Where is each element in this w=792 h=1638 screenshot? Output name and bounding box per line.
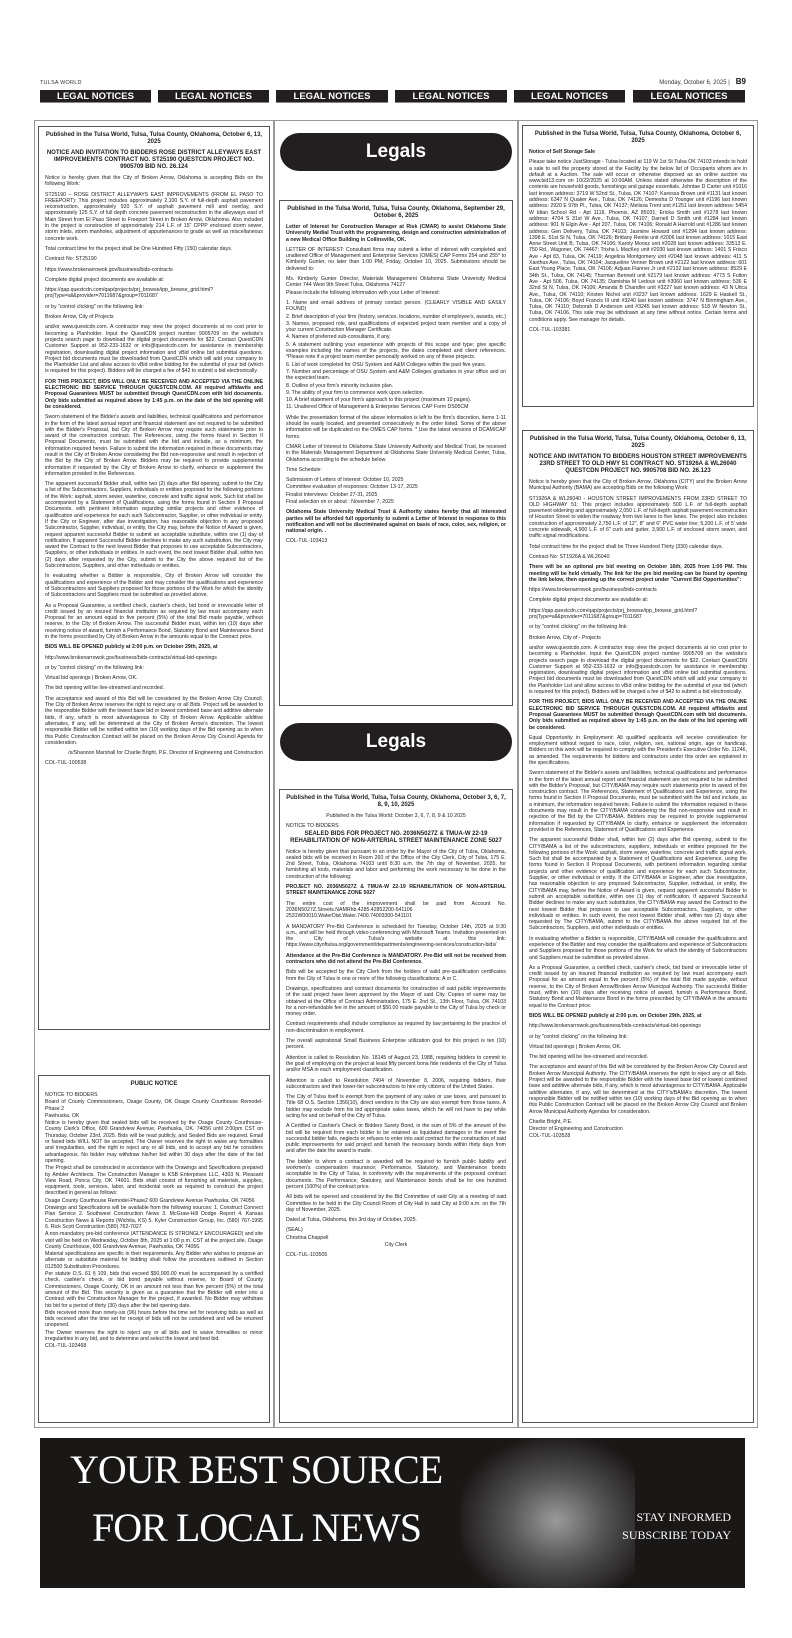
- notice-heading: Published in the Tulsa World, Tulsa, Tulsa County, Oklahoma, October 6, 13, 2025: [529, 436, 747, 449]
- notice-paragraph: As a Proposal Guarantee, a certified check, cashier's check, bid bond or irrevocable letter of credit issued by an insured financial institution as required by law must accompany each Proposal for an amount equal to five percent (5%) of the total Bid made payable, without reserve, to the City of Broken Arrow. The successful Bidder must, within ten (10) days after receiving notice of award, furnish a Performance Bond, Statutory Bond and Maintenance Bond in the forms prescribed by City of Broken Arrow in the amounts equal to the Contract price.: [45, 602, 263, 640]
- notice-paragraph: Osage County Courthouse Remodel-Phase2 600 Grandview Avenue Pawhuska, OK 74056: [45, 1197, 255, 1204]
- notice-paragraph: or by "control clicking" on the following link:: [45, 664, 144, 671]
- page-number: B9: [735, 77, 746, 86]
- notice-paragraph: NOTICE TO BIDDERS: [286, 823, 339, 830]
- notice-paragraph: The apparent successful Bidder shall, within two (2) days after Bid opening, submit to the CITY/BAMA a list of the subcontractors, suppliers, individuals or entities proposed for the following portions of the Work: asphalt, storm sewer, waterline, concrete and traffic signal work. Such list shall be accompanied by a Statement of Qualifications and Experience, using the forms found in Section II Proposal Documents, with pertinent information regarding similar projects and other evidence of qualification and experience for each such Subcontractor, Supplier, or other individual or entity. If the CITY/BAMA or Engineer, after due investigation, has reasonable objection to any proposed Subcontractor, Supplier, individual, or entity, the CITY/BAMA may, before the Notice of Award is given, request apparent successful Bidder to submit an acceptable substitute, within one (1) day of notification. If apparent Successful Bidder declines to make any such substitution, the CITY/BAMA may award the Contract to the next lowest Bidder that proposes to use acceptable Subcontractors, Suppliers, or other individuals or entities. In such event, the next lowest Bidder shall, within two (2) days after requested by The CITY/BAMA, submit to the CITY/BAMA the above required list of the Subcontractors, Suppliers, and other individuals or entities.: [529, 837, 747, 932]
- notice-paragraph: There will be an optional pre bid meeting on October 16th, 2025 from 1:00 PM. This meeting will be held virtually. The link for the pre bid meeting can be found by opening the link below, then opening up the correct project under "Current Bid Opportunities":: [529, 564, 747, 583]
- notice-paragraph: Attendance at the Pre-Bid Conference is MANDATORY. Pre-Bid will not be received from contractors who did not attend the Pre-Bid Conference.: [286, 952, 506, 966]
- section-bar: LEGAL NOTICES: [276, 90, 388, 103]
- notice-paragraph: Sworn statement of the Bidder's assets and liabilities, technical qualifications and performance in the form of the latest annual report and financial statement are not required to be submitted with the Bidder's Proposal, but City of Broken Arrow may require such statements prior to award of the construction contract. The References, using the forms found in Section II Proposal Documents, must be submitted with the bid and include, as a minimum, the information required herein. Failure to submit the information required in these documents may result in the City of Broken Arrow considering the Bid non-responsive and result in rejection of the Bid by the City of Broken Arrow. Bidders may be required to provide supplemental information if requested by the City of Broken Arrow to clarify, enhance or supplement the information provided in the References.: [45, 414, 263, 477]
- notice-paragraph: 8. Outline of your firm's minority inclusion plan.: [286, 382, 394, 389]
- notice-paragraph: All bids will be opened and considered by the Bid Committee of said City at a meeting of said Committee to be held in the City Council Room of City Hall in said City at 9:00 a.m. on the 7th day of November, 2025.: [286, 1194, 506, 1213]
- notice-paragraph: Committee evaluation of responses: October 13-17, 2025: [286, 484, 418, 491]
- notice-paragraph: Notice is hereby given that the City of Broken Arrow, Oklahoma (CITY) and the Broken Arrow Municipal Authority (BAMA) are accepting Bids on the following Work:: [529, 479, 747, 492]
- section-bar: LEGAL NOTICES: [40, 90, 151, 103]
- notice-paragraph: COL-TUL-103528: [529, 1133, 571, 1140]
- notice-paragraph: Drawings and Specifications will be available from the following sources: 1. Construct Connect Plan Service 2. Southwest Construction News 3. McGraw-Hill Dodge Report 4. Kansas Construction News & Reports (Wichita, KS) 5. Kyler Construction Group, Inc. (580) 767-1995 6. Rick Scott Construction (580) 762-7027: [45, 1205, 263, 1230]
- notice-paragraph: FOR THIS PROJECT, BIDS WILL ONLY BE RECEIVED AND ACCEPTED VIA THE ONLINE ELECTRONIC BID SERVICE THROUGH QUESTCDN.COM. All required affidavits and Proposal Guarantees MUST be submitted through QuestCDN.com with bid documents. Only bids submitted as required above by 1:45 p.m. on the date of the bid opening will be considered.: [529, 699, 747, 731]
- notice-paragraph: https://qap.questcdn.com/qap/projects/prj_browse/ipp_browse_grid.html?projType=all&provider=7011687&group=7011687: [529, 607, 698, 621]
- notice-paragraph: Christina Chappell: [286, 1234, 329, 1241]
- notice-paragraph: 10. A brief statement of your firm's approach to this project (maximum 10 pages).: [286, 397, 472, 404]
- notice-paragraph: The bid opening will be live-streamed and recorded.: [529, 1054, 649, 1061]
- notice-paragraph: The bidder to whom a contract is awarded will be required to furnish public liability and workmen's compensation insurance; Performance, Statutory, and Maintenance bonds acceptable to the City of Tulsa, in conformity with the requirements of the proposed contract documents. The Performance, Statutory, and Maintenance bonds shall be for one hundred percent (100%) of the contract price.: [286, 1158, 506, 1190]
- notice-paragraph: BIDS WILL BE OPENED publicly at 2:00 p.m. on October 29th, 2025, at: [529, 1012, 702, 1019]
- notice-paragraph: Time Schedule:: [286, 466, 322, 473]
- notice-paragraph: A MANDATORY Pre-Bid Conference is scheduled for Tuesday, October 14th, 2025 at 9:30 a.m., and will be held through video conferencing with Microsoft Teams. Invitation presented on the City of Tulsa's website at this link: https://www.cityoftulsa.org/government/departments/engineering-services/construction-bids/: [286, 923, 506, 949]
- newspaper-stack-image: [460, 1438, 635, 1588]
- notice-paragraph: Pawhuska, OK: [45, 1112, 80, 1119]
- notice-paragraph: and/or www.questcdn.com. A contractor may view the project documents at no cost prior to becoming a Planholder. Input the QuestCDN project number 9905708 on the website's projects search page to download the digital project documents for $22. Contact QuestCDN Customer Support at 952-233-1632 or info@questcdn.com for assistance in membership registration, downloading digital project information and vBid online bid submittal questions. Project bid documents must be downloaded from QuestCDN which will add your company to the Planholder List and allow access to vBid online bidding for the submittal of your bid (which is required for this project). Bidders will be charged a fee of $42 to submit a bid electronically.: [529, 644, 747, 696]
- notice-paragraph: 2. Brief description of your firm (history, services, locations, number of employee's, awards, etc.): [286, 313, 507, 320]
- notice-heading: Published in the Tulsa World, Tulsa, Tulsa County, Oklahoma, October 6, 13, 2025: [45, 132, 263, 145]
- notice-paragraph: The overall aspirational Small Business Enterprise utilization goal for this project is ten (10) percent.: [286, 1038, 506, 1051]
- notice-paragraph: 7. Number and percentage of OSU System and A&M Colleges graduates in your office and on the expected team.: [286, 368, 506, 382]
- notice-paragraph: http://www.brokenarrowok.gov/business/bids-contracts/virtual-bid-openings: [45, 654, 217, 661]
- masthead-date: [659, 77, 746, 86]
- notice-paragraph: Charlie Bright, P.E.: [529, 1118, 573, 1125]
- notice-paragraph: Complete digital project documents are available at:: [529, 597, 649, 604]
- notice-heading: SEALED BIDS FOR PROJECT NO. 2036N5027Z & TMUA-W 22-19 REHABILITATION OF NON-ARTERIAL STREET MAINTENANCE ZONE 5027: [290, 830, 502, 844]
- notice-paragraph: 5. A statement outlining your experience with projects of this scope and type; give specific examples including the names of the projects, the dates completed and client references. *Please note if a project team member personally worked on any of these projects.: [286, 341, 506, 361]
- notice-paragraph: (SEAL): [286, 1227, 303, 1234]
- section-bar: LEGAL NOTICES: [633, 90, 745, 103]
- notice-osage-county: [38, 1075, 270, 1423]
- notice-paragraph: 9. The ability of your firm to commence work upon selection.: [286, 389, 425, 396]
- notice-paragraph: Ms. Kimberly Gunter Director, Materials Management Oklahoma State University Medical Center 744 West 9th Street Tulsa, Oklahoma 74127: [286, 276, 506, 289]
- notice-paragraph: /s/Shannon Marshall for Charlie Bright, P.E. Director of Engineering and Construction: [68, 750, 263, 757]
- notice-paragraph: http://www.brokenarrowok.gov/business/bids-contracts/virtual-bid-openings: [529, 1023, 701, 1030]
- notice-paragraph: https://www.brokenarrowok.gov/business/bids-contracts: [529, 587, 657, 594]
- notice-paragraph: COL-TUL-100538: [45, 760, 87, 767]
- masthead-paper-name: TULSA WORLD: [40, 80, 82, 86]
- notice-paragraph: Virtual bid openings | Broken Arrow, OK.: [45, 675, 138, 682]
- notice-paragraph: Finalist interviews: October 27-31, 2025: [286, 491, 378, 498]
- notice-heading: Published in the Tulsa World, Tulsa, Tulsa County, Oklahoma, October 3, 6, 7, 8, 9, 10, 2025: [286, 795, 506, 808]
- notice-paragraph: https://qap.questcdn.com/qap/projects/prj_browse/ipp_browse_grid.html?projType=all&provider=7011687&group=7011687: [45, 287, 214, 300]
- notice-paragraph: Contract No: ST25190: [45, 256, 97, 263]
- banner-headline-1: YOUR BEST SOURCE: [70, 1447, 443, 1492]
- legals-header: Legals: [280, 723, 512, 761]
- notice-paragraph: 11. Unaltered Office of Management & Enterprise Services CAP Form DS05CM: [286, 404, 469, 411]
- notice-rose-district: [38, 126, 270, 1030]
- section-bar: LEGAL NOTICES: [395, 90, 507, 103]
- notice-paragraph: A non-mandatory pre-bid conference (ATTENDANCE IS STRONGLY ENCOURAGED) and site visit will be held on Wednesday, October 8th, 2025 at 1:00 p.m. CST at the project site, Osage County Courthouse, 600 Grandview Avenue, Pawhuska, OK 74056.: [45, 1231, 263, 1250]
- notice-paragraph: The acceptance and award of this Bid will be considered by the Broken Arrow City Council. The City of Broken Arrow reserves the right to reject any or all Bids. Project will be awarded to the responsible Bidder with the lowest base bid or lowest combined base and additive alternate bids, if any, which is most advantageous to City of Broken Arrow. Applicable additive alternates, if any, will be determined at the City of Broken Arrow's discretion. The lowest responsible Bidder will be notified within ten (10) working days of the Bid opening as to when this Public Construction Contract will be placed on the Broken Arrow City Council Agenda for consideration.: [45, 695, 264, 746]
- notice-paragraph: LETTER OF INTEREST: Consultant firms may submit a letter of interest with completed and unaltered Office of Management and Enterprise Services (OMES) CAP Forms 254 and 255* to Kimberly Gunter, no later than 1:00 PM, Friday, October 10, 2025. Submissions should be delivered to:: [286, 246, 506, 272]
- notice-paragraph: Notice of Self Storage Sale: [529, 149, 596, 155]
- notice-paragraph: The Project shall be constructed in accordance with the Drawings and Specifications prepared by Ambler Architects. The Construction Manager is KSB Enterprises LLC, 4303 N. Pleasant View Road, Ponca City, OK 74601. Bids shall consist of furnishing all materials, supplies, equipment, tools, services, labor, and incidental work as required to construct the project described in general as follows:: [45, 1165, 263, 1197]
- notice-paragraph: As a Proposal Guarantee, a certified check, cashier's check, bid bond or irrevocable letter of credit issued by an insured financial institution as required by law must accompany each Proposal for an amount equal to five percent (5%) of the total Bid made payable, without reserve, to the City of Broken Arrow/Broken Arrow Municipal Authority. The successful Bidder must, within ten (10) days after receiving notice of award, furnish a Performance Bond, Statutory Bond and Maintenance Bond in the forms prescribed by CITY/BAMA in the amounts equal to the Contract price.: [529, 964, 747, 1009]
- notice-paragraph: Please take notice JustStorage - Tulsa located at 119 W 1st St Tulsa OK 74103 intends to hold a sale to sell the property stored at the Facility by the below list of Occupants whom are in default at a Auction. The sale will occur or otherwise disposed as an online auction via www.bid13.com on 10/22/2025 at 10:00AM. Unless stated otherwise the description of the contents are household goods, furnishings and garage essentials. Johntae D Carter unit #1016 last known address: 3719 W 52nd St., Tulsa, OK 74107; Karessa Brown unit #1131 last known address: 6347 N Quaker Ave., Tulsa, OK 74126; Demesha D Younger unit #1196 last known address: 2920 E 97th Pl., Tulsa, OK 74137; Melissa Trent unit #1251 last known address: 5454 W Idian School Rd - Apt 1118, Phoenix, AZ 85031; Ericka Smith unit #1278 last known address: 4704 S 31st W Ave., Tulsa, OK 74107; Darnell D Smith unit #1284 last known address: 901 N Elgin Ave - Apt 207, Tulsa, OK 74106; Ronald A Harrold unit #1286 last known address: Gen Delivery, Tulsa, OK 74103; Jasmine Howard unit #1294 last known address: 1398 E. 51st St N, Tulsa, OK 74126; Brittany Rentie unit #2006 last known address: 1015 East Anne Street Unit B, Tulsa, OK 74106; Karoly Moosz unit #2028 last known address: 33513 E. 750 Rd., Wagoner, OK 74467; Trisha L MacKey unit #2030 last known address: 1401 S Frisco Ave - Apt 83, Tulsa, OK 74119; Angelina Montgomery unit #2048 last known address: 411 S Xanthus Ave., Tulsa, OK 74104; Jacqueline Venner Brown unit #2122 last known address: 601 East Young Place, Tulsa, OK 74106; Adjuan Flanner Jr unit #2132 last known address: 8529 E 34th St., Tulsa, OK 74145; Thurman Bennett unit #2179 last known address: 4773 S Fulton Ave - Apt 506, Tulsa, OK 74135; Damishia M Ledoux unit #3060 last known address: 536 E 32nd St N, Tulsa, OK 74106; Amanda B Chandler unit #3227 last known address: 43 N Utica Ave., Tulsa, OK 74110; Kristen Nichol unit #3237 last known address: 1629 E Haskell St., Tulsa, OK 74106; Boyd Francis III unit #3240 last known address: 3747 N Birmingham Ave., Tulsa, OK 74110; Deborah D Anderson unit #3245 last known address: 518 W Newton St., Tulsa, OK 74106. This sale may be withdrawn at any time without notice. Certain terms and conditions apply. See manager for details.: [529, 159, 748, 323]
- notice-paragraph: Virtual bid openings | Broken Arrow, OK.: [529, 1043, 622, 1050]
- notice-paragraph: Material specifications are specific in their requirements. Any Bidder who wishes to propose an alternate or substitute material for bidding shall follow the procedures outlined in Section 012500 Substitution Procedures.: [45, 1251, 263, 1270]
- notice-tulsa-zone-5027: [279, 789, 513, 1423]
- section-bar: LEGAL NOTICES: [158, 90, 269, 103]
- notice-paragraph: Equal Opportunity in Employment: All qualified applicants will receive consideration for employment without regard to race, color, religion, sex, national origin, age or handicap. Bidders on this work will be required to comply with the President's Executive Order No. 11246, as amended. The requirements for bidders and contractors under this order are explained in the specifications.: [529, 734, 748, 766]
- notice-paragraph: COL-TUL-103468: [45, 1343, 87, 1350]
- notice-paragraph: Bids received more than ninety-six (96) hours before the time set for receiving bids as well as bids received after the time set for receipt of bids will not be considered and will be returned unopened.: [45, 1309, 263, 1329]
- notice-paragraph: Notice is hereby given that the City of Broken Arrow, Oklahoma is accepting Bids on the following Work:: [45, 175, 263, 188]
- notice-paragraph: Attention is called to Resolution No. 18145 of August 23, 1988, requiring bidders to commit to the goal of employing on the project at least fifty percent bona fide residents of the City of Tulsa and/or MSA in each employment classification.: [286, 1054, 506, 1074]
- notice-paragraph: Board of County Commissioners, Osage County, OK Osage County Courthouse Remodel-Phase 2: [45, 1099, 263, 1112]
- notice-paragraph: The acceptance and award of this Bid will be considered by the Broken Arrow City Council and Broken Arrow Municipal Authority. The CITY/BAMA reserves the right to reject any or all Bids. Project will be awarded to the responsible Bidder with the lowest base bid or lowest combined base and additive alternate bids, if any, which is most advantageous to CITY/BAMA. Applicable additive alternates, if any, will be determined at the CITY's/BAMA's discretion. The lowest responsible Bidder will be notified within ten (10) working days of the Bid opening as to when this Public Construction Contract will be placed on the Broken Arrow City Council and Broken Arrow Municipal Authority Agendas for consideration.: [529, 1064, 747, 1115]
- notice-paragraph: Letter of Interest for Construction Manager at Risk (CMAR) to assist Oklahoma State University Medial Trust with the programming, design and construction administration of a new Medical Office Building in Collinsville, OK.: [286, 224, 506, 243]
- notice-paragraph: CMAR Letter of Interest to Oklahoma State University Authority and Medical Trust, be received in the Materials Management Department at Oklahoma State University Medical Center, Tulsa, Oklahoma according to the schedule below.: [286, 443, 506, 463]
- notice-paragraph: Per statute O.S. 61 § 109, bids that exceed $50,000.00 must be accompanied by a certified check, cashier's check, or bid bond payable without reserve, to Board of County Commissioners, Osage County, OK in an amount not less than five percent (5%) of the total amount of the Bid. This security is given as a guarantee that the Bidder will enter into a Contract with the Construction Manager for the project, if awarded. No Bidder may withdraw his bid for a period of thirty (30) days after the bid opening date.: [45, 1271, 263, 1309]
- notice-paragraph: While the presentation format of the above information is left to the firm's discretion, items 1-11 should be easily located, and presented consecutively in the order listed. Some of the above information will be duplicated on the OMES CAP forms. * Use the latest versions of DCAM/CAP forms.: [286, 414, 506, 440]
- subscribe-banner-ad[interactable]: [40, 1438, 745, 1588]
- notice-paragraph: Drawings, specifications and contract documents for construction of said public improvements of the said project have been approved by the Mayor of said City. Copies of same may be obtained at the Office of Contract Administration, 175 E. 2nd St., 13th Floor, Tulsa, OK 74103 for a non-refundable fee in the amount of $50.00 made payable to the City of Tulsa by check or money order.: [286, 985, 506, 1018]
- notice-paragraph: 6. List of work completed for OSU System and A&M Colleges within the past five years.: [286, 361, 487, 368]
- notice-paragraph: A Certified or Cashier's Check or Bidders Surety Bond, in the sum of 5% of the amount of the bid will be required from each bidder to be retained as liquidated damages in the event the successful bidder fails, neglects or refuses to enter into said contract for the construction of said public improvements for said project and furnish the necessary bonds within thirty days from and after the date the award is made.: [286, 1123, 506, 1155]
- notice-paragraph: 4. Names of preferred sub-consultants, if any.: [286, 334, 391, 341]
- notice-self-storage-sale: [522, 125, 754, 407]
- notice-paragraph: Bids will be accepted by the City Clerk from the holders of valid pre-qualification certificates from the City of Tulsa in one or more of the following classifications: A or C.: [286, 969, 506, 982]
- notice-paragraph: Final selection on or about : November 7, 2025: [286, 498, 394, 505]
- notice-paragraph: or by "control clicking" on the following link:: [529, 1033, 628, 1040]
- notice-paragraph: Contract No: ST1926A & WL26040: [529, 553, 610, 560]
- notice-paragraph: Broken Arrow, City of Projects: [45, 314, 114, 321]
- notice-paragraph: In evaluating whether a Bidder is responsible, CITY/BAMA will consider the qualifications and experience of the Bidder and may consider the qualifications and experience of Subcontractors and Suppliers proposed for those portions of the Work for which the identity of Subcontractors and Suppliers must be submitted as provided above.: [529, 935, 747, 961]
- legals-header: Legals: [280, 133, 512, 171]
- notice-paragraph: COL-TUL-103505: [286, 1252, 328, 1259]
- notice-paragraph: 1. Name and email address of primary contact person. (CLEARLY VISIBLE AND EASILY FOUND): [286, 299, 506, 313]
- notice-paragraph: Submission of Letters of Interest: October 10, 2025: [286, 477, 404, 484]
- notice-paragraph: The City of Tulsa itself is exempt from the payment of any sales or use taxes, and pursuant to Title 68 O.S. Section 1356(10), direct vendors to the City are also exempt from those taxes. A bidder may exclude from his bid appropriate sales taxes, which he will not have to pay while acting for and on behalf of the City of Tulsa.: [286, 1094, 506, 1119]
- notice-paragraph: Total contract time for the project shall be Three Hundred Thirty (330) calendar days.: [529, 543, 723, 550]
- notice-heading: Published in the Tulsa World, Tulsa, Tulsa County, Oklahoma, September 29, October 6, 2025: [287, 206, 505, 219]
- section-bar: LEGAL NOTICES: [514, 90, 625, 103]
- notice-paragraph: ST1926A & WL26040 - HOUSTON STREET IMPROVEMENTS FROM 23RD STREET TO OLD HIGHWAY 51: This project includes approximately 500 L.F. of full-depth asphalt pavement widening and approximately 2,050 L.F. of full-depth asphalt pavement reconstruction of Houston Street to widen the roadway from two lanes to five lanes. The project also includes construction of approximately 2,750 L.F. of 12", 8" and 6" PVC water line; 5,200 L.F. of 5' wide concrete sidewalk, 4,900 L.F. of 6" curb and gutter, 3,900 L.F. of enclosed storm sewer, and traffic signal modifications.: [529, 495, 747, 540]
- notice-paragraph: Contract requirements shall include compliance as required by law pertaining to the practice of non-discrimination in employment.: [286, 1021, 506, 1034]
- notice-paragraph: PROJECT NO. 2036N5027Z & TMUA-W 22-19 REHABILITATION OF NON-ARTERIAL STREET MAINTENANCE ZONE 5027: [286, 884, 506, 897]
- banner-cta-1: STAY INFORMED: [636, 1510, 731, 1524]
- notice-heading: NOTICE AND INVITATION TO BIDDERS HOUSTON STREET IMPROVEMENTS 23RD STREET TO OLD HWY 51 CONTRACT NO. ST1926A & WL26040 QUESTCDN PROJECT NO. 9905708 BID NO. 26.123: [529, 454, 747, 474]
- notice-paragraph: Complete digital project documents are available at:: [45, 276, 165, 283]
- notice-heading: PUBLIC NOTICE: [130, 1081, 178, 1087]
- notice-paragraph: or by "control clicking" on the following link:: [45, 303, 144, 310]
- notice-houston-street: [522, 430, 754, 1423]
- notice-paragraph: COL-TUL-103413: [286, 538, 328, 545]
- notice-paragraph: https://www.brokenarrowok.gov/business/bids-contracts: [45, 266, 173, 273]
- notice-paragraph: Notice is hereby given that sealed bids will be received by the Osage County Courthouse-County Clerk's Office, 600 Grandview Avenue, Pawhuska, OK. 74056 until 2:00pm CST on Thursday, October 23rd, 2025. Bids will be read publicly, and Sealed Bids are required. Email or faxed bids WILL NOT be accepted. The Owner reserves the right to waive any formalities and irregularities, and the right to reject any or all bids, and to accept any bid he considers advantageous. No bidder may withdraw his/her bid within 30 days after the date of the bid opening.: [45, 1120, 263, 1164]
- notice-paragraph: Director of Engineering and Construction: [529, 1126, 623, 1133]
- notice-paragraph: 3. Names, proposed role, and qualifications of expected project team member and a copy of your current Construction Manager Certificate.: [286, 320, 506, 334]
- notice-paragraph: ST25190 – ROSE DISTRICT ALLEYWAYS EAST IMPROVEMENTS (FROM EL PASO TO FREEPORT): This project includes approximately 2,100 S.Y. of full-depth asphalt pavement reconstruction, approximately 920 S.Y. of asphalt pavement mill and overlay, and approximately 125 S.Y. of full depth concrete pavement reconstruction in the alleyways east of Main Street from El Paso Street to Freeport Street in Broken Arrow, Oklahoma. Also included in the project is construction of approximately 214 L.F. of 15" CPPP enclosed storm sewer, storm inlets, storm manholes, adjustment of appurtenances to grade as well as miscellaneous concrete work.: [45, 191, 263, 242]
- notice-paragraph: NOTICE TO BIDDERS: [45, 1092, 98, 1098]
- notice-paragraph: BIDS WILL BE OPENED publicly at 2:00 p.m. on October 29th, 2025, at: [45, 644, 218, 651]
- notice-paragraph: COL-TUL-103381: [529, 327, 571, 334]
- notice-paragraph: and/or www.questcdn.com. A contractor may view the project documents at no cost prior to becoming a Planholder. Input the QuestCDN project number 9905709 on the website's projects search page to download the digital project documents for $22. Contact QuestCDN Customer Support at 952-233-1632 or info@questcdn.com for assistance in membership registration, downloading digital project information and vBid online bid submittal questions. Project bid documents must be downloaded from QuestCDN which will add your company to the Planholder List and allow access to vBid online bidding for the submittal of your bid (which is required for this project). Bidders will be charged a fee of $42 to submit a bid electronically.: [45, 324, 263, 375]
- notice-paragraph: The apparent successful Bidder shall, within two (2) days after Bid opening, submit to the City a list of the Subcontractors, Suppliers, individuals or entities proposed for the following portions of the Work: asphalt, storm sewer, waterline, concrete and traffic signal work. Such list shall be accompanied by a Statement of Qualifications, using the forms found in Section II Proposal Documents, with pertinent information regarding similar projects and other evidence of qualification and experience for each such Subcontractor, Supplier, or other individual or entity. If the City or Engineer, after due investigation, has reasonable objection to any proposed Subcontractor, Supplier, individual, or entity, the City may, before the Notice of Award is given, request apparent successful Bidder to submit an acceptable substitute, within one (1) day of notification. If apparent Successful Bidder declines to make any such substitution, the City may award the Contract to the next lowest Bidder that proposes to use acceptable Subcontractors, Suppliers, or other individuals or entities. In such event, the next lowest Bidder shall, within two (2) days after requested by the City, submit to the City the above required list of the Subcontractors, Suppliers, and other individuals or entities.: [45, 481, 263, 570]
- banner-headline-2: FOR LOCAL NEWS: [92, 1505, 421, 1550]
- banner-cta-2[interactable]: SUBSCRIBE TODAY: [622, 1528, 731, 1542]
- notice-paragraph: Published in the Tulsa World: October 3, 6, 7, 8, 9 & 10 2025: [326, 813, 466, 819]
- notice-paragraph: Please include the following information with your Letter of Interest:: [286, 289, 440, 296]
- notice-paragraph: The bid opening will be live-streamed and recorded.: [45, 685, 165, 692]
- notice-paragraph: Attention is called to Resolution 7404 of November 8, 2006, requiring bidders, their subcontractors and their lower-tier subcontractors to hire only citizens of the United States.: [286, 1077, 506, 1090]
- notice-heading: NOTICE AND INVITATION TO BIDDERS ROSE DISTRICT ALLEYWAYS EAST IMPROVEMENTS CONTRACT NO. ST25190 QUESTCDN PROJECT NO. 9905709 BID NO. 26.124: [46, 150, 262, 170]
- notice-paragraph: Notice is hereby given that pursuant to an order by the Mayor of the City of Tulsa, Oklahoma, sealed bids will be received in Room 260 of the Office of the City Clerk, City of Tulsa, 175 E. 2nd Street, Tulsa, Oklahoma 74103 until 8:30 a.m. the 7th day of November, 2025, for furnishing all tools, materials and labor and performing the work necessary to be done in the construction of the following:: [286, 848, 506, 880]
- notice-paragraph: Total contract time for the project shall be One Hundred Fifty (150) calendar days.: [45, 245, 233, 252]
- notice-paragraph: Dated at Tulsa, Oklahoma, this 3rd day of October, 2025.: [286, 1217, 417, 1224]
- notice-paragraph: Broken Arrow, City of - Projects: [529, 634, 601, 641]
- notice-heading: Published in the Tulsa World, Tulsa, Tulsa County, Oklahoma, October 6, 2025: [534, 131, 742, 144]
- notice-paragraph: City Clerk: [384, 1242, 408, 1249]
- notice-paragraph: FOR THIS PROJECT, BIDS WILL ONLY BE RECEIVED AND ACCEPTED VIA THE ONLINE ELECTRONIC BID SERVICE THROUGH QUESTCDN.COM. All required affidavits and Proposal Guarantees MUST be submitted through QuestCDN.com with bid documents. Only bids submitted as required above by 1:45 p.m. on the date of the bid opening will be considered.: [45, 378, 263, 410]
- notice-paragraph: or by "control clicking" on the following link:: [529, 624, 628, 631]
- notice-paragraph: The entire cost of the improvement shall be paid from Account No. 2036N5027Z.Streets.NAMRhb.4285.42852200-541106 2531W00010.WaterDist.Water.7400.74003300-541101: [286, 900, 506, 920]
- notice-paragraph: Oklahoma State University Medical Trust & Authority states hereby that all interested parties will be afforded full opportunity to submit a Letter of Interest in response to this notification and will not be discriminated against on basis of race, color, sex, religion, or national origin. .: [286, 509, 506, 535]
- notice-paragraph: In evaluating whether a Bidder is responsible, City of Broken Arrow will consider the qualifications and experience of the Bidder and may consider the qualifications and experience of Subcontractors and Suppliers proposed for those portions of the Work for which the identity of Subcontractors and Suppliers must be submitted as provided above.: [45, 573, 263, 599]
- notice-osu-cmar: [279, 200, 513, 706]
- issue-date: Monday, October 6, 2025 |: [659, 80, 730, 86]
- notice-paragraph: The Owner reserves the right to reject any or all bids and to waive formalities or minor irregularities in any bid, and to determine and select the lowest and best bid.: [45, 1329, 263, 1342]
- notice-paragraph: Sworn statement of the Bidder's assets and liabilities, technical qualifications and performance in the form of the latest annual report and financial statement are not required to be submitted with the Bidder's Proposal, but CITY/BAMA may require such statements prior to award of the construction contract. The References, Statement of Qualifications and Experience, using the forms found in Section II Proposal Documents, must be submitted with the bid and include, as a minimum, the information required herein. Failure to submit the information required in these documents may result in the CITY/BAMA considering the Bid non-responsive and result in rejection of the Bid by the CITY/BAMA. Bidders may be required to provide supplemental information if requested by CITY/BAMA to clarify, enhance or supplement the information provided in the References, Statement of Qualifications and Experience.: [529, 770, 747, 833]
